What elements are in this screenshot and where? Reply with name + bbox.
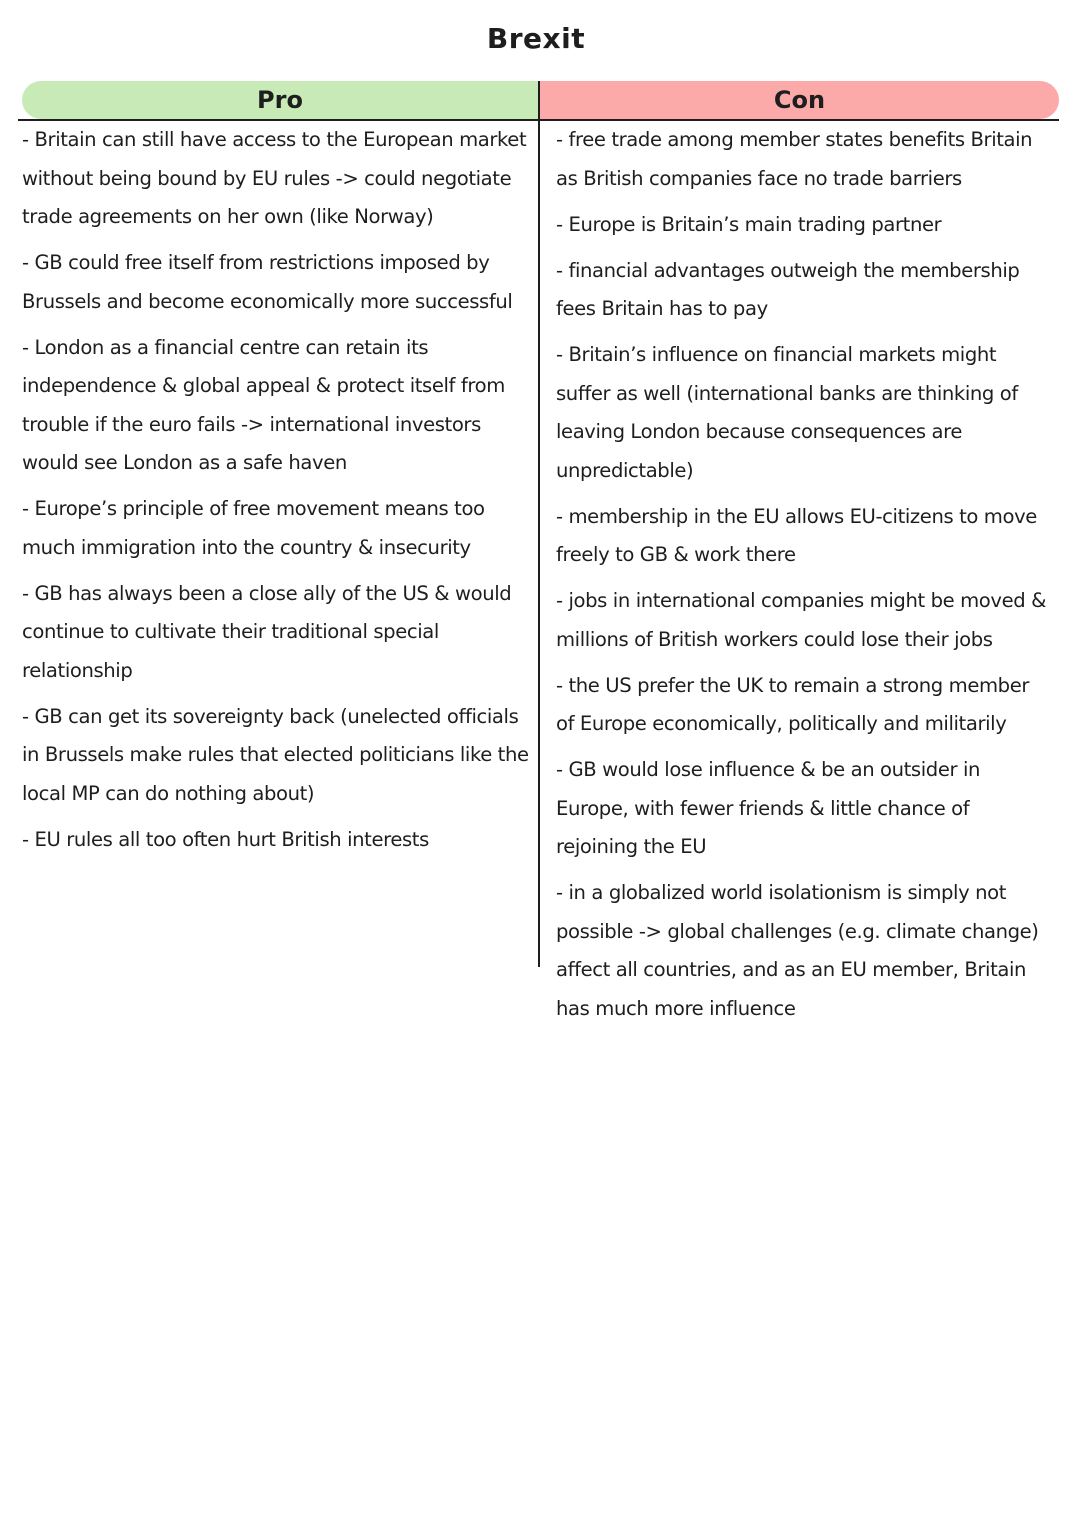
con-list-item: - free trade among member states benefits Britain as British companies face no trade barriers	[556, 128, 1033, 190]
con-list-item: - in a globalized world isolationism is simply not possible -> global challenges (e.g. climate change) affect all countries, and as an EU member, Britain has much more influence	[556, 881, 1039, 1020]
con-column-header	[540, 81, 1059, 119]
con-list-item: - financial advantages outweigh the membership fees Britain has to pay	[556, 258, 1020, 320]
pro-list-item: - Britain can still have access to the European market without being bound by EU rules -> could negotiate trade agreements on her own (like Norway)	[22, 128, 527, 228]
pro-list-item: - Europe’s principle of free movement means too much immigration into the country & insecurity	[22, 497, 485, 559]
pro-list-item: - GB can get its sovereignty back (unelected officials in Brussels make rules that elected politicians like the local MP can do nothing about)	[22, 704, 529, 805]
con-list-item: - the US prefer the UK to remain a strong member of Europe economically, politically and militarily	[556, 673, 1030, 735]
pro-list-item: - London as a financial centre can retain its independence & global appeal & protect itself from trouble if the euro fails -> international investors would see London as a safe haven	[22, 335, 505, 474]
con-heading: Con	[773, 86, 826, 114]
pro-list-item: - EU rules all too often hurt British interests	[22, 827, 429, 851]
con-list-item: - jobs in international companies might be moved & millions of British workers could lose their jobs	[556, 589, 1046, 651]
pro-list-item: - GB has always been a close ally of the US & would continue to cultivate their traditional special relationship	[22, 581, 512, 682]
pro-column-header	[22, 81, 538, 119]
con-list-item: - GB would lose influence & be an outsider in Europe, with fewer friends & little chance of rejoining the EU	[556, 758, 981, 858]
con-list	[556, 121, 1052, 1036]
con-list-item: - Britain’s influence on financial markets might suffer as well (international banks are thinking of leaving London because consequences are unpredictable)	[556, 343, 1018, 482]
pro-heading: Pro	[257, 86, 303, 114]
page-title: Brexit	[486, 22, 586, 55]
column-divider	[538, 81, 540, 967]
pro-list-item: - GB could free itself from restrictions imposed by Brussels and become economically more successful	[22, 251, 513, 313]
con-list-item: - Europe is Britain’s main trading partner	[556, 212, 942, 236]
con-list-item: - membership in the EU allows EU-citizens to move freely to GB & work there	[556, 504, 1037, 566]
pro-list	[22, 121, 534, 867]
